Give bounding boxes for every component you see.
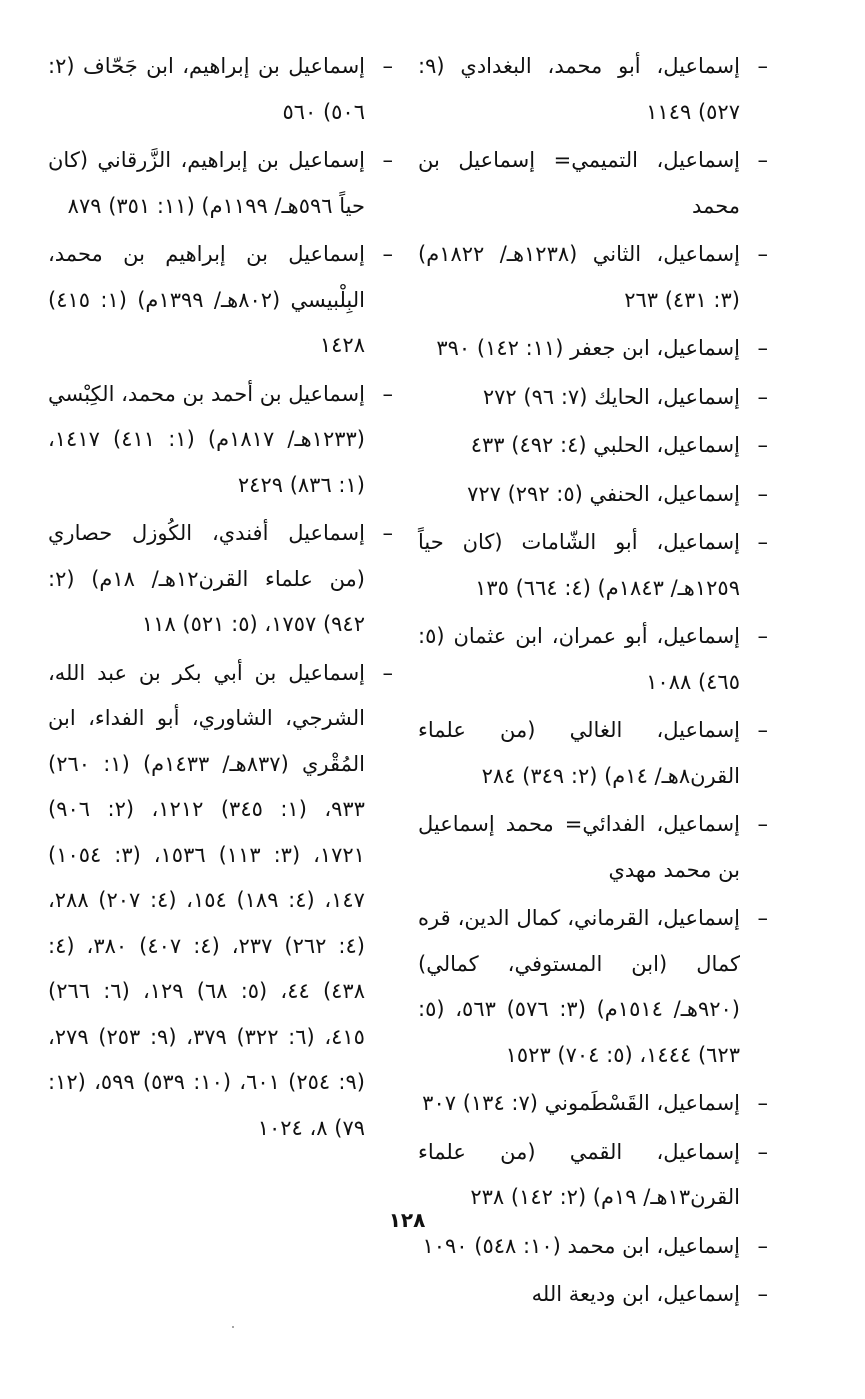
index-entry — [418, 802, 770, 893]
entry-text: إسماعيل بن إبراهيم بن محمد، البِلْبيسي (٨٠٢هـ/ ١٣٩٩م) (١: ٤١٥) ١٤٢٨ — [48, 242, 365, 357]
entry-text: إسماعيل، القرماني، كمال الدين، قره كمال (ابن المستوفي، كمالي) (٩٢٠هـ/ ١٥١٤م) (٣: ٥٧٦) ٥٦٣، (٥: ٦٢٣) ١٤٤٤، (٥: ٧٠٤) ١٥٢٣ — [418, 906, 740, 1067]
index-entry — [418, 520, 770, 611]
page-number: ١٢٨ — [388, 1208, 426, 1232]
index-entry — [418, 614, 770, 705]
entry-dash: – — [382, 242, 393, 266]
entry-text: إسماعيل، أبو محمد، البغدادي (٩: ٥٢٧) ١١٤٩ — [418, 54, 740, 124]
index-entry — [48, 511, 395, 648]
entry-text: إسماعيل، أبو الشّامات (كان حياً ١٢٥٩هـ/ ١٨٤٣م) (٤: ٦٦٤) ١٣٥ — [418, 530, 740, 600]
entry-dash: – — [757, 1233, 768, 1258]
entry-dash: – — [757, 1091, 768, 1115]
scan-speck — [232, 1326, 234, 1328]
index-entry — [48, 44, 395, 135]
entry-dash: – — [757, 384, 768, 409]
entry-text: إسماعيل، ابن محمد (١٠: ٥٤٨) ١٠٩٠ — [422, 1233, 740, 1258]
index-entry — [418, 232, 770, 323]
entry-text: إسماعيل، ابن وديعة الله — [531, 1282, 740, 1306]
entry-text: إسماعيل، الثاني (١٢٣٨هـ/ ١٨٢٢م) (٣: ٤٣١) ٢٦٣ — [418, 242, 740, 312]
entry-text: إسماعيل، القمي (من علماء القرن١٣هـ/ ١٩م) (٢: ١٤٢) ٢٣٨ — [418, 1139, 740, 1209]
entry-text: إسماعيل، التميمي= إسماعيل بن محمد — [418, 148, 740, 218]
index-entry — [418, 708, 770, 799]
entry-dash: – — [757, 530, 768, 554]
index-column-left — [48, 44, 395, 1154]
index-entry — [48, 232, 395, 369]
entry-dash: – — [382, 381, 393, 406]
entry-text: إسماعيل، الفدائي= محمد إسماعيل بن محمد مهدي — [418, 812, 740, 882]
index-entry — [418, 1224, 770, 1270]
entry-text: إسماعيل أفندي، الكُوزل حصاري (من علماء القرن١٢هـ/ ١٨م) (٢: ٩٤٢) ١٧٥٧، (٥: ٥٢١) ١١٨ — [48, 521, 365, 636]
entry-text: إسماعيل، الغالي (من علماء القرن٨هـ/ ١٤م) (٢: ٣٤٩) ٢٨٤ — [418, 718, 740, 788]
entry-text: إسماعيل، الحنفي (٥: ٢٩٢) ٧٢٧ — [467, 481, 740, 506]
entry-dash: – — [382, 54, 393, 78]
entry-text: إسماعيل، الحلبي (٤: ٤٩٢) ٤٣٣ — [470, 433, 740, 457]
entry-dash: – — [757, 906, 768, 930]
entry-dash: – — [757, 1139, 768, 1164]
entry-dash: – — [757, 148, 768, 172]
entry-dash: – — [757, 481, 768, 506]
index-entry — [48, 651, 395, 1152]
index-column-right — [418, 44, 770, 1321]
index-entry — [418, 1272, 770, 1318]
index-entry — [418, 375, 770, 421]
index-entry — [418, 472, 770, 518]
entry-dash: – — [757, 812, 768, 836]
entry-dash: – — [757, 336, 768, 360]
entry-dash: – — [757, 242, 768, 266]
entry-text: إسماعيل، ابن جعفر (١١: ١٤٢) ٣٩٠ — [436, 336, 740, 360]
index-entry — [418, 138, 770, 229]
entry-dash: – — [757, 624, 768, 648]
index-entry — [418, 423, 770, 469]
entry-text: إسماعيل، أبو عمران، ابن عثمان (٥: ٤٦٥) ١٠٨٨ — [418, 624, 740, 694]
index-entry — [418, 44, 770, 135]
entry-dash: – — [382, 148, 393, 172]
entry-dash: – — [382, 521, 393, 545]
entry-dash: – — [757, 1282, 768, 1306]
index-entry — [418, 326, 770, 372]
entry-dash: – — [382, 660, 393, 685]
entry-text: إسماعيل، القَسْطَموني (٧: ١٣٤) ٣٠٧ — [422, 1091, 740, 1115]
index-entry — [418, 1130, 770, 1221]
index-entry — [418, 1081, 770, 1127]
entry-text: إسماعيل بن أحمد بن محمد، الكِبْسي (١٢٣٣هـ/ ١٨١٧م) (١: ٤١١) ١٤١٧، (١: ٨٣٦) ٢٤٢٩ — [48, 381, 365, 497]
entry-dash: – — [757, 54, 768, 78]
index-entry — [48, 372, 395, 509]
index-entry — [418, 896, 770, 1078]
entry-dash: – — [757, 433, 768, 457]
entry-text: إسماعيل بن أبي بكر بن عبد الله، الشرجي، الشاوري، أبو الفداء، ابن المُقْري (٨٣٧هـ/ ١٤٣٣م) (١: ٢٦٠) ٩٣٣، (١: ٣٤٥) ١٢١٢، (٢: ٩٠٦) ١٧٢١، (٣: ١١٣) ١٥٣٦، (٣: ١٠٥٤) ١٤٧، (٤: ١٨٩) ١٥٤، (٤: ٢٠٧) ٢٨٨، (٤: ٢٦٢) ٢٣٧، (٤: ٤٠٧) ٣٨٠، (٤: ٤٣٨) ٤٤، (٥: ٦٨) ١٢٩، (٦: ٢٦٦) ٤١٥، (٦: ٣٢٢) ٣٧٩، (٩: ٢٥٣) ٢٧٩، (٩: ٢٥٤) ٦٠١، (١٠: ٥٣٩) ٥٩٩، (١٢: ٧٩) ٨، ١٠٢٤ — [48, 660, 365, 1140]
entry-text: إسماعيل، الحايك (٧: ٩٦) ٢٧٢ — [482, 384, 740, 409]
entry-text: إسماعيل بن إبراهيم، الزَّرقاني (كان حياً ٥٩٦هـ/ ١١٩٩م) (١١: ٣٥١) ٨٧٩ — [48, 148, 365, 218]
index-entry — [48, 138, 395, 229]
entry-dash: – — [757, 718, 768, 742]
entry-text: إسماعيل بن إبراهيم، ابن جَحّاف (٢: ٥٠٦) ٥٦٠ — [48, 54, 365, 124]
